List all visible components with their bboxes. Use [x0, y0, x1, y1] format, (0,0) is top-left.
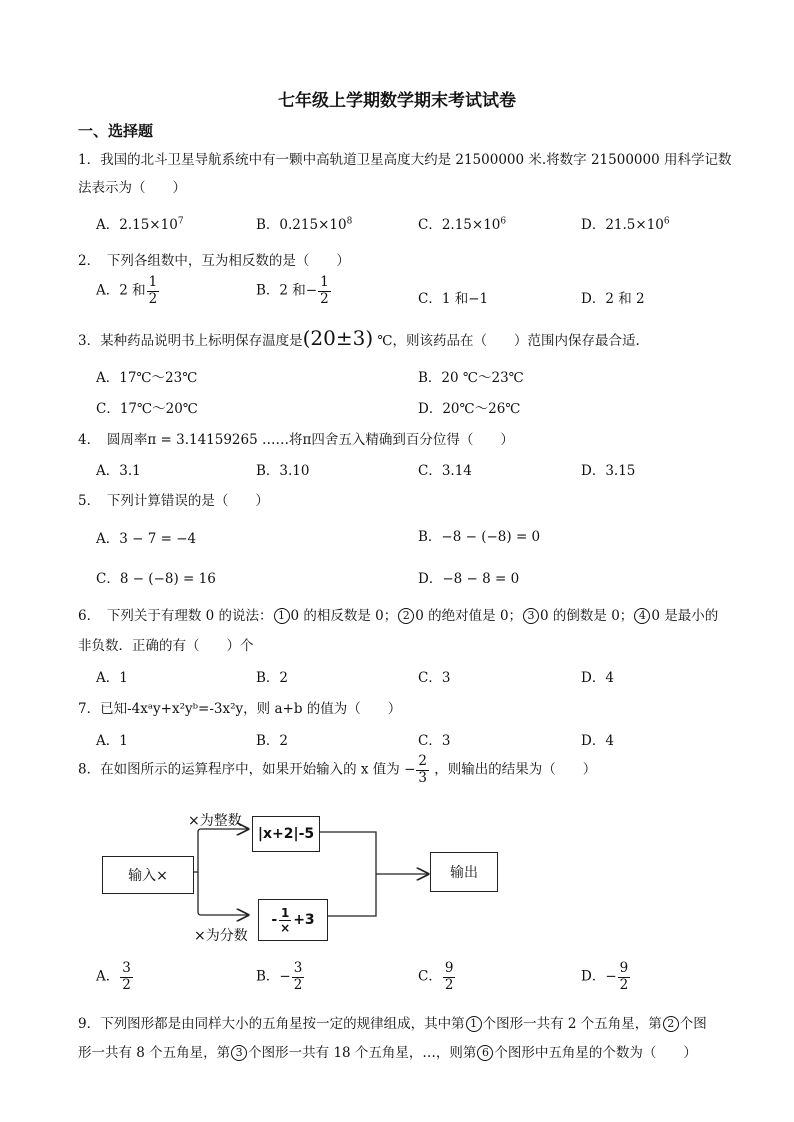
flow-output-box: 输出 [430, 852, 498, 892]
circled-number: 2 [398, 608, 414, 624]
q6-stem-line2: 非负数．正确的有（ ）个 [78, 638, 254, 654]
q4-option-b: B．3.10 [256, 463, 310, 479]
q3-option-d: D．20℃～26℃ [418, 401, 521, 417]
q7-stem: 7．已知-4xᵃy+x²yᵇ=-3x²y，则 a+b 的值为（ ） [78, 701, 402, 717]
q7-option-b: B．2 [256, 733, 289, 749]
circled-number: 3 [231, 1045, 247, 1061]
q6-option-b: B．2 [256, 670, 289, 686]
q1-option-d: D．$21.5\times 10^6$ [581, 216, 670, 233]
flow-integer-label: ×为整数 [188, 813, 242, 829]
page-title: 七年级上学期数学期末考试试卷 [278, 91, 516, 111]
q2-option-d: D．2 和 2 [581, 291, 645, 307]
q1-stem-line2: 法表示为（ ） [78, 180, 186, 196]
q8-stem: 8．在如图所示的运算程序中，如果开始输入的 x 值为 − $\frac{2}{3}$ ，则输出的结果为（ ） [78, 753, 597, 786]
q5-option-c: C．8 − (−8) = 16 [96, 571, 216, 587]
flow-integer-box: |x+2|-5 [252, 816, 320, 852]
q3-option-a: A．17℃～23℃ [96, 370, 198, 386]
circled-number: 3 [523, 608, 539, 624]
section-heading: 一、选择题 [78, 122, 154, 140]
q6-option-c: C．3 [418, 670, 451, 686]
q5-stem: 5． 下列计算错误的是（ ） [78, 493, 269, 509]
q5-option-d: D．−8 − 8 = 0 [418, 571, 520, 587]
q6-option-a: A．1 [96, 670, 128, 686]
q3-option-b: B．20 ℃～23℃ [418, 370, 524, 386]
circled-number: 2 [663, 1016, 679, 1032]
q3-stem: 3．某种药品说明书上标明保存温度是(20±3) ℃，则该药品在（ ）范围内保存最合适. [78, 326, 640, 350]
circled-number: 4 [634, 608, 650, 624]
q1-stem-line1: 1．我国的北斗卫星导航系统中有一颗中高轨道卫星高度大约是 21500000 米.将数字 21500000 用科学记数 [78, 152, 732, 168]
q4-stem: 4． 圆周率π = 3.14159265 ……将π四舍五入精确到百分位得（ ） [78, 432, 514, 448]
q8-option-b: B．− $\frac{3}{2}$ [256, 960, 303, 993]
q2-option-b: B．2 和− $\frac{1}{2}$ [256, 274, 329, 307]
circled-number: 6 [477, 1045, 493, 1061]
q2-option-a: A．2 和 $\frac{1}{2}$ [96, 274, 158, 307]
q7-option-c: C．3 [418, 733, 451, 749]
q1-option-b: B．$0.215\times 10^8$ [256, 216, 353, 233]
q3-option-c: C．17℃～20℃ [96, 401, 198, 417]
q7-option-a: A．1 [96, 733, 128, 749]
q5-option-a: A．3 − 7 = −4 [96, 531, 197, 547]
q9-stem-line2: 形一共有 8 个五角星，第 3 个图形一共有 18 个五角星，…，则第 6 个图形中五角星的个数为（ ） [78, 1045, 697, 1061]
flow-input-box: 输入× [102, 856, 194, 894]
flow-fraction-label: ×为分数 [194, 928, 248, 944]
q2-stem: 2． 下列各组数中，互为相反数的是（ ） [78, 253, 350, 269]
q1-option-a: A．$2.15\times 10^7$ [96, 216, 184, 233]
circled-number: 1 [274, 608, 290, 624]
q6-option-d: D．4 [581, 670, 614, 686]
q8-option-c: C． $\frac{9}{2}$ [418, 960, 454, 993]
circled-number: 1 [466, 1016, 482, 1032]
q5-option-b: B．−8 − (−8) = 0 [418, 529, 541, 545]
flow-fraction-box: - $\frac{1}{\times}$ +3 [258, 899, 328, 941]
q8-option-d: D．− $\frac{9}{2}$ [581, 960, 629, 993]
q4-option-d: D．3.15 [581, 463, 636, 479]
q1-option-c: C．$2.15\times 10^6$ [418, 216, 507, 233]
q6-stem-line1: 6． 下列关于有理数 0 的说法： 1 0 的相反数是 0； 2 0 的绝对值是 0； 3 0 的倒数是 0； 4 0 是最小的 [78, 608, 719, 624]
q9-stem-line1: 9．下列图形都是由同样大小的五角星按一定的规律组成，其中第 1 个图形一共有 2 个五角星，第 2 个图 [78, 1016, 707, 1032]
q4-option-c: C．3.14 [418, 463, 472, 479]
q4-option-a: A．3.1 [96, 463, 141, 479]
q7-option-d: D．4 [581, 733, 614, 749]
q2-option-c: C．1 和−1 [418, 291, 489, 307]
q8-option-a: A． $\frac{3}{2}$ [96, 960, 131, 993]
